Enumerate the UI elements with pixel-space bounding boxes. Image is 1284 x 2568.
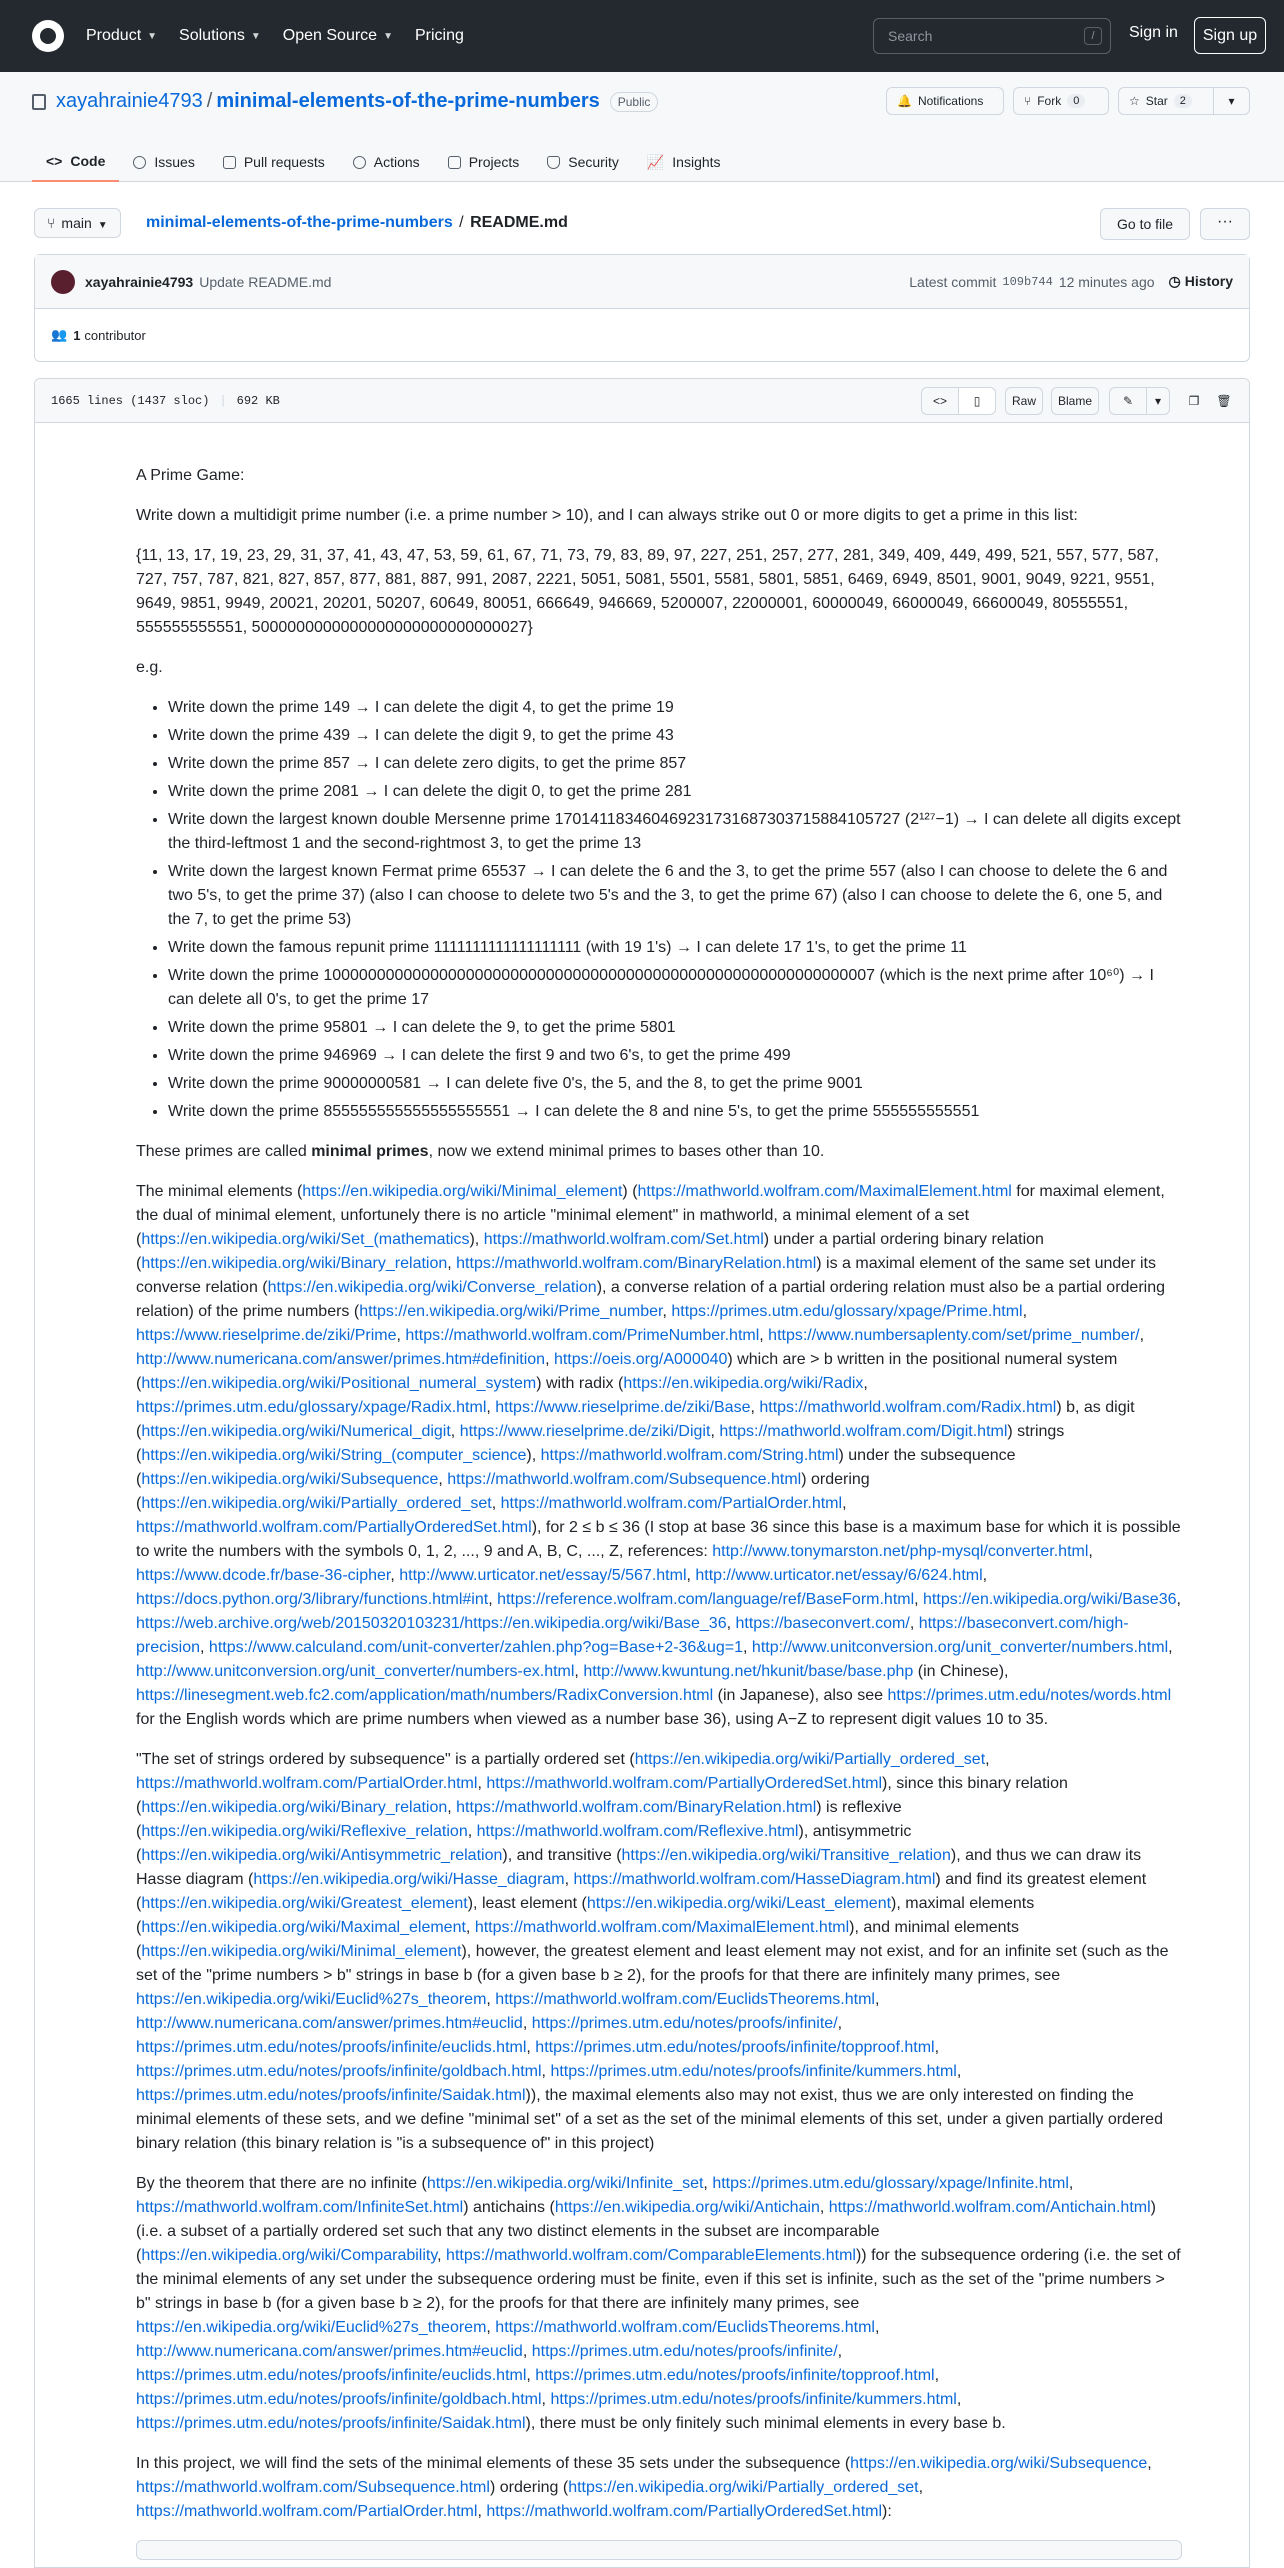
commit-author-link[interactable]: xayahrainie4793 bbox=[85, 273, 194, 290]
notifications-label: Notifications bbox=[917, 94, 984, 108]
tab-pull-requests[interactable] bbox=[209, 142, 339, 182]
contributor-label: contributor bbox=[84, 327, 146, 343]
readme-link[interactable]: https://mathworld.wolfram.com/ComparableElements.html bbox=[446, 2247, 856, 2264]
readme-link[interactable]: https://primes.utm.edu/glossary/xpage/Infinite.html bbox=[712, 2175, 1069, 2192]
readme-link[interactable]: https://mathworld.wolfram.com/BinaryRelation.html bbox=[456, 1799, 817, 1816]
readme-link[interactable]: https://en.wikipedia.org/wiki/Subsequence bbox=[850, 2455, 1148, 2472]
code-icon: <> bbox=[932, 394, 947, 408]
readme-link[interactable]: https://reference.wolfram.com/language/ref/BaseForm.html bbox=[497, 1591, 915, 1608]
breadcrumb-file: README.md bbox=[470, 214, 568, 231]
contributors-row bbox=[35, 309, 1249, 361]
breadcrumb bbox=[146, 214, 568, 232]
list-item: • Write down the prime 10000000000000000000000000000000000000000000000000000000000007 (which is the next prime after 10⁶⁰) → I can delete all 0's, to get the prime 17 bbox=[168, 964, 1182, 1012]
file-icon: ▯ bbox=[973, 394, 981, 408]
readme-link[interactable]: https://www.numbersaplenty.com/set/prime_number/ bbox=[768, 1327, 1140, 1344]
file-viewer bbox=[34, 378, 1250, 2568]
nav-label: Open Source bbox=[282, 27, 378, 44]
contributor-count: 1 bbox=[73, 327, 81, 343]
readme-link[interactable]: https://primes.utm.edu/notes/proofs/infinite/kummers.html bbox=[550, 2063, 957, 2080]
list-item: • Write down the prime 90000000581 → I can delete five 0's, the 5, and the 8, to get the prime 9001 bbox=[168, 1072, 1182, 1096]
file-line-count: 1665 lines (1437 sloc) bbox=[51, 393, 210, 408]
readme-link[interactable]: https://en.wikipedia.org/wiki/Minimal_element bbox=[302, 1183, 623, 1200]
commit-box bbox=[34, 254, 1250, 362]
branch-select-button[interactable] bbox=[34, 208, 121, 238]
readme-prime-list: {11, 13, 17, 19, 23, 29, 31, 37, 41, 43, 47, 53, 59, 61, 67, 71, 73, 79, 83, 89, 97, 227, 251, 257, 277, 281, 349, 409, 449, 499, 521, 557, 577, 587, 727, 757, 787, 821, 827, 857, 877, 881, 887, 991, 2087, 2221, 5051, 5081, 5501, 5581, 5801, 5851, 6469, 6949, 8501, 9001, 9049, 9221, 9551, 9649, 9851, 9949, 20021, 20201, 50207, 60649, 80051, 666649, 946669, 5200007, 22000001, 60000049, 66000049, 66600049, 80555551, 555555555551, 5000000000000000000000000000027} bbox=[136, 547, 1159, 636]
branch-name: main bbox=[61, 215, 92, 231]
go-to-file-button[interactable]: Go to file bbox=[1100, 208, 1190, 240]
search-shortcut-key: / bbox=[1084, 27, 1102, 45]
readme-link[interactable]: https://en.wikipedia.org/wiki/Greatest_element bbox=[141, 1895, 468, 1912]
list-item: • Write down the largest known Fermat prime 65537 → I can delete the 6 and the 3, to get the prime 557 (also I can choose to delete the 6 and two 5's, to get the prime 37) (also I can choose to delete two 5's and the 3, to get the prime 67) (also I can choose to delete the 6, one 5, and the 7, to get the prime 53) bbox=[168, 860, 1182, 932]
readme-link[interactable]: https://mathworld.wolfram.com/PartialOrder.html bbox=[500, 1495, 843, 1512]
readme-link[interactable]: https://primes.utm.edu/notes/proofs/infinite/goldbach.html bbox=[136, 2391, 542, 2408]
readme-link[interactable]: https://baseconvert.com/high-precision bbox=[136, 1615, 1129, 1656]
fork-label: Fork bbox=[1037, 94, 1062, 108]
readme-link[interactable]: https://linesegment.web.fc2.com/application/math/numbers/RadixConversion.html bbox=[136, 1687, 714, 1704]
readme-link[interactable]: http://www.numericana.com/answer/primes.htm#definition bbox=[136, 1351, 546, 1368]
more-options-button[interactable]: ··· bbox=[1200, 208, 1250, 240]
readme-link[interactable]: https://mathworld.wolfram.com/Subsequence.html bbox=[136, 2479, 490, 2496]
readme-link[interactable]: https://mathworld.wolfram.com/InfiniteSet.html bbox=[136, 2199, 464, 2216]
readme-link[interactable]: https://en.wikipedia.org/wiki/Reflexive_relation bbox=[141, 1823, 468, 1840]
readme-link[interactable]: https://mathworld.wolfram.com/MaximalElement.html bbox=[637, 1183, 1012, 1200]
text-span: These primes are called bbox=[136, 1143, 312, 1160]
readme-link[interactable]: https://en.wikipedia.org/wiki/Hasse_diagram bbox=[253, 1871, 565, 1888]
readme-link[interactable]: https://web.archive.org/web/20150320103231/https://en.wikipedia.org/wiki/Base_36 bbox=[136, 1615, 727, 1632]
search-input[interactable] bbox=[873, 18, 1111, 54]
readme-link[interactable]: https://en.wikipedia.org/wiki/Subsequence bbox=[141, 1471, 439, 1488]
readme-link[interactable]: https://mathworld.wolfram.com/MaximalElement.html bbox=[474, 1919, 850, 1936]
readme-link[interactable]: https://mathworld.wolfram.com/PartiallyOrderedSet.html bbox=[486, 2503, 883, 2520]
list-item: • Write down the prime 946969 → I can delete the first 9 and two 6's, to get the prime 499 bbox=[168, 1044, 1182, 1068]
file-size: 692 KB bbox=[236, 393, 280, 408]
readme-link[interactable]: https://mathworld.wolfram.com/HasseDiagram.html bbox=[573, 1871, 936, 1888]
edit-dropdown-button[interactable] bbox=[1146, 387, 1170, 415]
file-nav-bar bbox=[34, 208, 1250, 236]
fork-button[interactable] bbox=[1013, 87, 1109, 115]
readme-link[interactable]: https://mathworld.wolfram.com/EuclidsTheorems.html bbox=[495, 2319, 875, 2336]
readme-link[interactable]: https://mathworld.wolfram.com/Digit.html bbox=[719, 1423, 1008, 1440]
readme-link[interactable]: https://en.wikipedia.org/wiki/Prime_number bbox=[359, 1303, 663, 1320]
readme-link[interactable]: https://en.wikipedia.org/wiki/Infinite_set bbox=[426, 2175, 704, 2192]
file-header: 1665 lines (1437 sloc) | 692 KB <> ▯ Raw Blame ✎ ▾ ❐ 🗑 bbox=[35, 379, 1249, 423]
readme-link[interactable]: https://mathworld.wolfram.com/PrimeNumber.html bbox=[405, 1327, 760, 1344]
caret-down-icon: ▼ bbox=[97, 220, 108, 231]
copy-button[interactable] bbox=[1181, 387, 1207, 415]
readme-link[interactable]: https://primes.utm.edu/notes/proofs/infinite/topproof.html bbox=[535, 2039, 935, 2056]
star-icon: ☆ bbox=[1129, 94, 1140, 108]
graph-icon: 📈 bbox=[646, 153, 665, 170]
list-item: • Write down the prime 149 → I can delete the digit 4, to get the prime 19 bbox=[168, 696, 1182, 720]
list-item: • Write down the prime 2081 → I can delete the digit 0, to get the prime 281 bbox=[168, 780, 1182, 804]
people-icon: 👥 bbox=[51, 327, 68, 342]
github-logo-icon[interactable] bbox=[32, 20, 64, 52]
pencil-icon: ✎ bbox=[1122, 394, 1134, 408]
branch-icon: ⑂ bbox=[47, 215, 56, 231]
trash-icon: 🗑 bbox=[1216, 394, 1232, 408]
readme-link[interactable]: https://primes.utm.edu/notes/proofs/infinite/Saidak.html bbox=[136, 2415, 526, 2432]
tab-label: Security bbox=[568, 154, 619, 170]
readme-link[interactable]: http://www.numericana.com/answer/primes.htm#euclid bbox=[136, 2343, 523, 2360]
readme-link[interactable]: http://www.numericana.com/answer/primes.htm#euclid bbox=[136, 2015, 523, 2032]
raw-button[interactable]: Raw bbox=[1005, 387, 1043, 415]
readme-link[interactable]: https://primes.utm.edu/notes/proofs/infinite/goldbach.html bbox=[136, 2063, 542, 2080]
repo-icon bbox=[32, 94, 46, 110]
readme-link[interactable]: https://mathworld.wolfram.com/EuclidsTheorems.html bbox=[495, 1991, 875, 2008]
readme-link[interactable]: https://docs.python.org/3/library/functions.html#int bbox=[136, 1591, 489, 1608]
readme-link[interactable]: https://www.rieselprime.de/ziki/Base bbox=[495, 1399, 751, 1416]
chevron-down-icon: ▼ bbox=[147, 30, 158, 42]
copy-icon: ❐ bbox=[1188, 394, 1200, 408]
readme-link[interactable]: https://en.wikipedia.org/wiki/Set_(mathematics bbox=[141, 1231, 470, 1248]
blame-button[interactable]: Blame bbox=[1051, 387, 1099, 415]
readme-paragraph bbox=[136, 1140, 1182, 1164]
readme-link[interactable]: https://oeis.org/A000040 bbox=[553, 1351, 728, 1368]
star-label: Star bbox=[1145, 94, 1168, 108]
readme-link[interactable]: https://mathworld.wolfram.com/PartialOrder.html bbox=[136, 1775, 478, 1792]
edit-button[interactable] bbox=[1109, 387, 1147, 415]
readme-link[interactable]: https://primes.utm.edu/notes/proofs/infinite/Saidak.html bbox=[136, 2087, 526, 2104]
history-label: History bbox=[1184, 273, 1233, 289]
readme-link[interactable]: https://primes.utm.edu/notes/proofs/infinite/ bbox=[531, 2015, 838, 2032]
readme-link[interactable]: https://en.wikipedia.org/wiki/Minimal_element bbox=[141, 1943, 462, 1960]
nav-solutions[interactable] bbox=[179, 27, 261, 45]
readme-link[interactable]: https://primes.utm.edu/notes/proofs/infinite/topproof.html bbox=[535, 2367, 935, 2384]
readme-paragraph: In this project, we will find the sets of the minimal elements of these 35 sets under the subsequence (https://en.wikipedia.org/wiki/Subsequence, https://mathworld.wolfram.com/Subsequence.html) ordering (https://en.wikipedia.org/wiki/Partially_ordered_set, https://mathworld.wolfram.com/PartialOrder.html, https://mathworld.wolfram.com/PartiallyOrderedSet.html): bbox=[136, 2455, 1152, 2520]
list-item: • Write down the famous repunit prime 1111111111111111111 (with 19 1's) → I can delete 17 1's, to get the prime 11 bbox=[168, 936, 1182, 960]
sign-up-button[interactable]: Sign up bbox=[1194, 17, 1266, 54]
visibility-badge: Public bbox=[610, 92, 659, 112]
readme-link[interactable]: https://en.wikipedia.org/wiki/Antichain bbox=[554, 2199, 820, 2216]
readme-paragraph: A Prime Game: bbox=[136, 467, 245, 484]
tab-label: Pull requests bbox=[243, 154, 325, 170]
avatar[interactable] bbox=[51, 270, 75, 294]
search-placeholder: Search bbox=[888, 28, 933, 44]
shield-icon bbox=[547, 156, 560, 169]
tab-issues[interactable] bbox=[119, 142, 208, 182]
repo-header bbox=[0, 72, 1284, 182]
readme-content bbox=[136, 464, 1182, 2560]
readme-link[interactable]: https://mathworld.wolfram.com/Radix.html bbox=[759, 1399, 1057, 1416]
readme-link[interactable]: https://primes.utm.edu/notes/proofs/infinite/euclids.html bbox=[136, 2039, 527, 2056]
readme-link[interactable]: https://en.wikipedia.org/wiki/Antisymmetric_relation bbox=[141, 1847, 503, 1864]
readme-link[interactable]: https://mathworld.wolfram.com/PartiallyOrderedSet.html bbox=[486, 1775, 883, 1792]
readme-link[interactable]: https://www.calculand.com/unit-converter/zahlen.php?og=Base+2-36&ug=1 bbox=[208, 1639, 744, 1656]
tab-label: Projects bbox=[468, 154, 520, 170]
nav-open-source[interactable] bbox=[283, 27, 393, 45]
preview-view-button[interactable] bbox=[958, 387, 996, 415]
readme-link[interactable]: https://mathworld.wolfram.com/Set.html bbox=[483, 1231, 764, 1248]
list-item: • Write down the prime 855555555555555555551 → I can delete the 8 and nine 5's, to get the prime 555555555551 bbox=[168, 1100, 1182, 1124]
readme-link[interactable]: https://primes.utm.edu/notes/proofs/infinite/ bbox=[531, 2343, 838, 2360]
readme-link[interactable]: http://www.tonymarston.net/php-mysql/converter.html bbox=[712, 1543, 1089, 1560]
chevron-down-icon: ▼ bbox=[250, 30, 261, 42]
list-item: • Write down the prime 95801 → I can delete the 9, to get the prime 5801 bbox=[168, 1016, 1182, 1040]
readme-link[interactable]: https://mathworld.wolfram.com/Antichain.html bbox=[828, 2199, 1151, 2216]
nav-pricing[interactable] bbox=[415, 27, 464, 45]
list-item: • Write down the prime 439 → I can delete the digit 9, to get the prime 43 bbox=[168, 724, 1182, 748]
readme-link[interactable]: https://primes.utm.edu/glossary/xpage/Radix.html bbox=[136, 1399, 487, 1416]
readme-link[interactable]: https://mathworld.wolfram.com/PartiallyOrderedSet.html bbox=[136, 1519, 532, 1536]
repo-tabs bbox=[32, 142, 735, 182]
issue-icon bbox=[133, 156, 146, 169]
global-header bbox=[0, 0, 1284, 72]
bold-term: minimal primes bbox=[311, 1143, 429, 1160]
readme-link[interactable]: https://mathworld.wolfram.com/Reflexive.html bbox=[476, 1823, 799, 1840]
breadcrumb-separator: / bbox=[459, 214, 464, 231]
readme-link[interactable]: https://en.wikipedia.org/wiki/Base36 bbox=[923, 1591, 1177, 1608]
star-dropdown-button[interactable] bbox=[1213, 87, 1250, 115]
fork-icon: ⑂ bbox=[1024, 94, 1032, 108]
list-item: • Write down the prime 857 → I can delete zero digits, to get the prime 857 bbox=[168, 752, 1182, 776]
code-icon: <> bbox=[46, 153, 63, 169]
readme-link[interactable]: https://www.dcode.fr/base-36-cipher bbox=[136, 1567, 391, 1584]
readme-link[interactable]: https://www.rieselprime.de/ziki/Prime bbox=[136, 1327, 397, 1344]
readme-link[interactable]: https://en.wikipedia.org/wiki/Radix bbox=[623, 1375, 864, 1392]
readme-link[interactable]: https://mathworld.wolfram.com/BinaryRelation.html bbox=[456, 1255, 817, 1272]
readme-paragraph: The minimal elements (https://en.wikipedia.org/wiki/Minimal_element) (https://mathworld.wolfram.com/MaximalElement.html for maximal element, the dual of minimal element, unfortunely there is no article "minimal element" in mathworld, a minimal element of a set (https://en.wikipedia.org/wiki/Set_(mathematics), https://mathworld.wolfram.com/Set.html) under a partial ordering binary relation (https://en.wikipedia.org/wiki/Binary_relation, https://mathworld.wolfram.com/BinaryRelation.html) is a maximal element of the same set under its converse relation (https://en.wikipedia.org/wiki/Converse_relation), a converse relation of a partial ordering relation must also be a partial ordering relation) of the prime numbers (https://en.wikipedia.org/wiki/Prime_number, https://primes.utm.edu/glossary/xpage/Prime.html, https://www.rieselprime.de/ziki/Prime, https://mathworld.wolfram.com/PrimeNumber.html, https://www.numbersaplenty.com/set/prime_number/, http://www.numericana.com/answer/primes.htm#definition, https://oeis.org/A000040) which are > b written in the positional numeral system (https://en.wikipedia.org/wiki/Positional_numeral_system) with radix (https://en.wikipedia.org/wiki/Radix, https://primes.utm.edu/glossary/xpage/Radix.html, https://www.rieselprime.de/ziki/Base, https://mathworld.wolfram.com/Radix.html) b, as digit (https://en.wikipedia.org/wiki/Numerical_digit, https://www.rieselprime.de/ziki/Digit, https://mathworld.wolfram.com/Digit.html) strings (https://en.wikipedia.org/wiki/String_(computer_science), https://mathworld.wolfram.com/String.html) under the subsequence (https://en.wikipedia.org/wiki/Subsequence, https://mathworld.wolfram.com/Subsequence.html) ordering (https://en.wikipedia.org/wiki/Partially_ordered_set, https://mathworld.wolfram.com/PartialOrder.html, https://mathworld.wolfram.com/PartiallyOrderedSet.html), for 2 ≤ b ≤ 36 (I stop at base 36 since this base is a maximum base for which it is possible to write the numbers with the symbols 0, 1, 2, ..., 9 and A, B, C, ..., Z, references: http://www.tonymarston.net/php-mysql/converter.html, https://www.dcode.fr/base-36-cipher, http://www.urticator.net/essay/5/567.html, http://www.urticator.net/essay/6/624.html, https://docs.python.org/3/library/functions.html#int, https://reference.wolfram.com/language/ref/BaseForm.html, https://en.wikipedia.org/wiki/Base36, https://web.archive.org/web/20150320103231/https://en.wikipedia.org/wiki/Base_36, https://baseconvert.com/, https://baseconvert.com/high-precision, https://www.calculand.com/unit-converter/zahlen.php?og=Base+2-36&ug=1, http://www.unitconversion.org/unit_converter/numbers.html, http://www.unitconversion.org/unit_converter/numbers-ex.html, http://www.kwuntung.net/hkunit/base/base.php (in Chinese), https://linesegment.web.fc2.com/application/math/numbers/RadixConversion.html (in Japanese), also see https://primes.utm.edu/notes/words.html for the English words which are prime numbers when viewed as a number base 36), using A−Z to represent digit values 10 to 35. bbox=[136, 1183, 1181, 1728]
latest-commit-row bbox=[35, 255, 1249, 309]
path-separator: / bbox=[206, 90, 213, 112]
tab-label: Code bbox=[70, 153, 106, 169]
tab-security[interactable] bbox=[533, 142, 633, 182]
readme-paragraph: "The set of strings ordered by subsequence" is a partially ordered set (https://en.wikipedia.org/wiki/Partially_ordered_set, https://mathworld.wolfram.com/PartialOrder.html, https://mathworld.wolfram.com/PartiallyOrderedSet.html), since this binary relation (https://en.wikipedia.org/wiki/Binary_relation, https://mathworld.wolfram.com/BinaryRelation.html) is reflexive (https://en.wikipedia.org/wiki/Reflexive_relation, https://mathworld.wolfram.com/Reflexive.html), antisymmetric (https://en.wikipedia.org/wiki/Antisymmetric_relation), and transitive (https://en.wikipedia.org/wiki/Transitive_relation), and thus we can draw its Hasse diagram (https://en.wikipedia.org/wiki/Hasse_diagram, https://mathworld.wolfram.com/HasseDiagram.html) and find its greatest element (https://en.wikipedia.org/wiki/Greatest_element), least element (https://en.wikipedia.org/wiki/Least_element), maximal elements (https://en.wikipedia.org/wiki/Maximal_element, https://mathworld.wolfram.com/MaximalElement.html), and minimal elements (https://en.wikipedia.org/wiki/Minimal_element), however, the greatest element and least element may not exist, and for an infinite set (such as the set of the "prime numbers > b" strings in base b (for a given base b ≥ 2), for the proofs for that there are infinitely many primes, see https://en.wikipedia.org/wiki/Euclid%27s_theorem, https://mathworld.wolfram.com/EuclidsTheorems.html, http://www.numericana.com/answer/primes.htm#euclid, https://primes.utm.edu/notes/proofs/infinite/, https://primes.utm.edu/notes/proofs/infinite/euclids.html, https://primes.utm.edu/notes/proofs/infinite/topproof.html, https://primes.utm.edu/notes/proofs/infinite/goldbach.html, https://primes.utm.edu/notes/proofs/infinite/kummers.html, https://primes.utm.edu/notes/proofs/infinite/Saidak.html)), the maximal elements also may not exist, thus we are only interested on finding the minimal elements of these sets, and we define "minimal set" of a set as the set of the minimal elements of this set, under a given partially ordered binary relation (this binary relation is "is a subsequence of" in this project) bbox=[136, 1751, 1169, 2152]
readme-link[interactable]: https://en.wikipedia.org/wiki/Converse_relation bbox=[267, 1279, 597, 1296]
readme-link[interactable]: https://primes.utm.edu/glossary/xpage/Prime.html bbox=[671, 1303, 1023, 1320]
tab-label: Insights bbox=[672, 154, 721, 170]
commit-message-link[interactable]: Update README.md bbox=[199, 273, 332, 290]
readme-link[interactable]: http://www.unitconversion.org/unit_converter/numbers-ex.html bbox=[136, 1663, 575, 1680]
pull-request-icon bbox=[223, 156, 236, 169]
tab-label: Actions bbox=[373, 154, 420, 170]
readme-link[interactable]: https://en.wikipedia.org/wiki/Partially_ordered_set bbox=[141, 1495, 492, 1512]
caret-down-icon: ▾ bbox=[1228, 94, 1235, 108]
readme-link[interactable]: https://en.wikipedia.org/wiki/Transitive_relation bbox=[621, 1847, 951, 1864]
nav-label: Product bbox=[86, 27, 142, 44]
fork-count: 0 bbox=[1067, 94, 1085, 108]
tab-code[interactable] bbox=[32, 142, 119, 182]
readme-link[interactable]: https://www.rieselprime.de/ziki/Digit bbox=[459, 1423, 711, 1440]
text-span: , now we extend minimal primes to bases other than 10. bbox=[428, 1143, 825, 1160]
play-icon bbox=[353, 156, 366, 169]
readme-link[interactable]: https://primes.utm.edu/notes/proofs/infinite/euclids.html bbox=[136, 2367, 527, 2384]
readme-link[interactable]: https://en.wikipedia.org/wiki/Positional_numeral_system bbox=[141, 1375, 537, 1392]
readme-paragraph: Write down a multidigit prime number (i.e. a prime number > 10), and I can always strike out 0 or more digits to get a prime in this list: bbox=[136, 507, 1078, 524]
readme-link[interactable]: https://en.wikipedia.org/wiki/Euclid%27s_theorem bbox=[136, 1991, 487, 2008]
nav-product[interactable] bbox=[86, 27, 157, 45]
commit-time: 12 minutes ago bbox=[1058, 273, 1155, 290]
readme-link[interactable]: https://mathworld.wolfram.com/Subsequence.html bbox=[447, 1471, 802, 1488]
readme-link[interactable]: http://www.urticator.net/essay/6/624.html bbox=[695, 1567, 983, 1584]
readme-link[interactable]: https://en.wikipedia.org/wiki/Numerical_digit bbox=[141, 1423, 451, 1440]
tab-actions[interactable] bbox=[339, 142, 434, 182]
commit-prefix: Latest commit bbox=[909, 273, 997, 290]
readme-link[interactable]: https://mathworld.wolfram.com/String.html bbox=[540, 1447, 839, 1464]
commit-hash-link[interactable]: 109b744 bbox=[1002, 274, 1053, 289]
readme-link[interactable]: https://en.wikipedia.org/wiki/Partially_ordered_set bbox=[634, 1751, 986, 1768]
readme-link[interactable]: http://www.urticator.net/essay/5/567.html bbox=[399, 1567, 687, 1584]
code-view-button[interactable] bbox=[921, 387, 959, 415]
code-block bbox=[136, 2540, 1182, 2560]
readme-link[interactable]: http://www.kwuntung.net/hkunit/base/base.php bbox=[583, 1663, 914, 1680]
star-button[interactable] bbox=[1118, 87, 1214, 115]
repo-name-link[interactable]: minimal-elements-of-the-prime-numbers bbox=[216, 90, 600, 112]
readme-link[interactable]: https://baseconvert.com/ bbox=[735, 1615, 910, 1632]
readme-link[interactable]: http://www.unitconversion.org/unit_converter/numbers.html bbox=[751, 1639, 1169, 1656]
bell-icon: 🔔 bbox=[897, 94, 912, 108]
readme-link[interactable]: https://en.wikipedia.org/wiki/Binary_relation bbox=[141, 1799, 448, 1816]
repo-owner-link[interactable]: xayahrainie4793 bbox=[56, 90, 203, 112]
sign-in-link[interactable]: Sign in bbox=[1129, 24, 1178, 41]
list-item: • Write down the largest known double Mersenne prime 170141183460469231731687303715884105727 (2¹²⁷−1) → I can delete all digits except the third-leftmost 1 and the second-rightmost 3, to get the prime 13 bbox=[168, 808, 1182, 856]
caret-down-icon: ▾ bbox=[1154, 394, 1162, 408]
readme-paragraph: e.g. bbox=[136, 659, 163, 676]
readme-link[interactable]: https://primes.utm.edu/notes/proofs/infinite/kummers.html bbox=[550, 2391, 957, 2408]
examples-list bbox=[168, 696, 1182, 1124]
readme-link[interactable]: https://en.wikipedia.org/wiki/Euclid%27s_theorem bbox=[136, 2319, 487, 2336]
readme-link[interactable]: https://en.wikipedia.org/wiki/Least_element bbox=[586, 1895, 892, 1912]
breadcrumb-repo-link[interactable]: minimal-elements-of-the-prime-numbers bbox=[146, 214, 453, 231]
readme-link[interactable]: https://mathworld.wolfram.com/PartialOrder.html bbox=[136, 2503, 478, 2520]
tab-label: Issues bbox=[154, 154, 195, 170]
history-icon: ◷ bbox=[1168, 273, 1181, 289]
delete-button[interactable] bbox=[1211, 387, 1237, 415]
notifications-button[interactable] bbox=[886, 87, 1004, 115]
history-link[interactable] bbox=[1169, 273, 1233, 290]
readme-link[interactable]: https://en.wikipedia.org/wiki/String_(computer_science bbox=[141, 1447, 527, 1464]
nav-label: Pricing bbox=[414, 27, 464, 44]
readme-paragraph: By the theorem that there are no infinite (https://en.wikipedia.org/wiki/Infinite_set, https://primes.utm.edu/glossary/xpage/Infinite.html, https://mathworld.wolfram.com/InfiniteSet.html) antichains (https://en.wikipedia.org/wiki/Antichain, https://mathworld.wolfram.com/Antichain.html) (i.e. a subset of a partially ordered set such that any two distinct elements in the subset are incomparable (https://en.wikipedia.org/wiki/Comparability, https://mathworld.wolfram.com/ComparableElements.html)) for the subsequence ordering (i.e. the set of the minimal elements of any set under the subsequence ordering must be finite, even if this set is infinite, such as the set of the "prime numbers > b" strings in base b (for a given base b ≥ 2), for the proofs for that there are infinitely many primes, see https://en.wikipedia.org/wiki/Euclid%27s_theorem, https://mathworld.wolfram.com/EuclidsTheorems.html, http://www.numericana.com/answer/primes.htm#euclid, https://primes.utm.edu/notes/proofs/infinite/, https://primes.utm.edu/notes/proofs/infinite/euclids.html, https://primes.utm.edu/notes/proofs/infinite/topproof.html, https://primes.utm.edu/notes/proofs/infinite/goldbach.html, https://primes.utm.edu/notes/proofs/infinite/kummers.html, https://primes.utm.edu/notes/proofs/infinite/Saidak.html), there must be only finitely such minimal elements in every base b. bbox=[136, 2175, 1181, 2432]
table-icon bbox=[448, 156, 461, 169]
tab-projects[interactable] bbox=[434, 142, 534, 182]
readme-link[interactable]: https://en.wikipedia.org/wiki/Partially_ordered_set bbox=[568, 2479, 919, 2496]
star-count: 2 bbox=[1174, 94, 1192, 108]
nav-label: Solutions bbox=[179, 27, 245, 44]
readme-link[interactable]: https://en.wikipedia.org/wiki/Comparability bbox=[141, 2247, 438, 2264]
readme-link[interactable]: https://en.wikipedia.org/wiki/Binary_relation bbox=[141, 1255, 448, 1272]
repo-title bbox=[32, 90, 658, 113]
tab-insights[interactable] bbox=[633, 142, 735, 182]
readme-link[interactable]: https://en.wikipedia.org/wiki/Maximal_element bbox=[141, 1919, 466, 1936]
chevron-down-icon: ▼ bbox=[383, 30, 393, 42]
readme-link[interactable]: https://primes.utm.edu/notes/words.html bbox=[887, 1687, 1172, 1704]
